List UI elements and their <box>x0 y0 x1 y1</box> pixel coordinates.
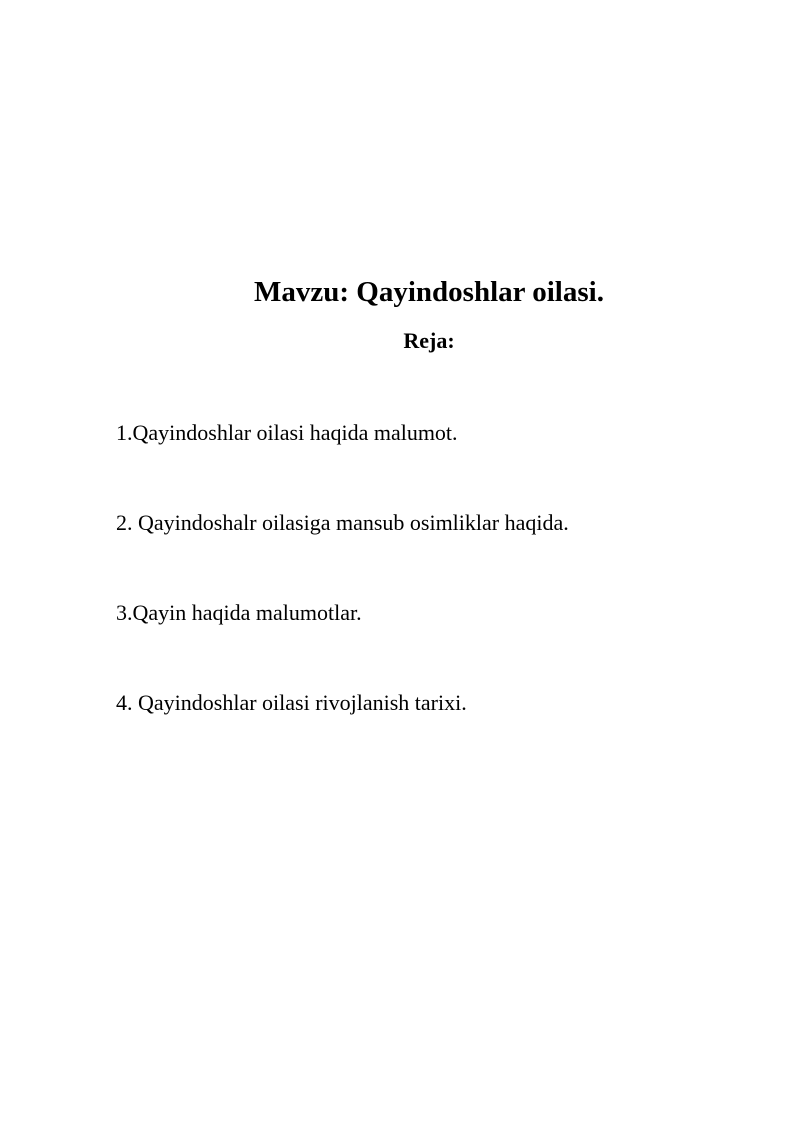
plan-heading: Reja: <box>403 328 455 353</box>
plan-list <box>116 418 756 778</box>
plan-item-4: 4. Qayindoshlar oilasi rivojlanish tarixi. <box>116 690 467 715</box>
plan-item-3: 3.Qayin haqida malumotlar. <box>116 600 362 625</box>
document-title: Mavzu: Qayindoshlar oilasi. <box>254 276 604 308</box>
plan-item-2: 2. Qayindoshalr oilasiga mansub osimliklar haqida. <box>116 510 569 535</box>
plan-item-1: 1.Qayindoshlar oilasi haqida malumot. <box>116 420 458 445</box>
